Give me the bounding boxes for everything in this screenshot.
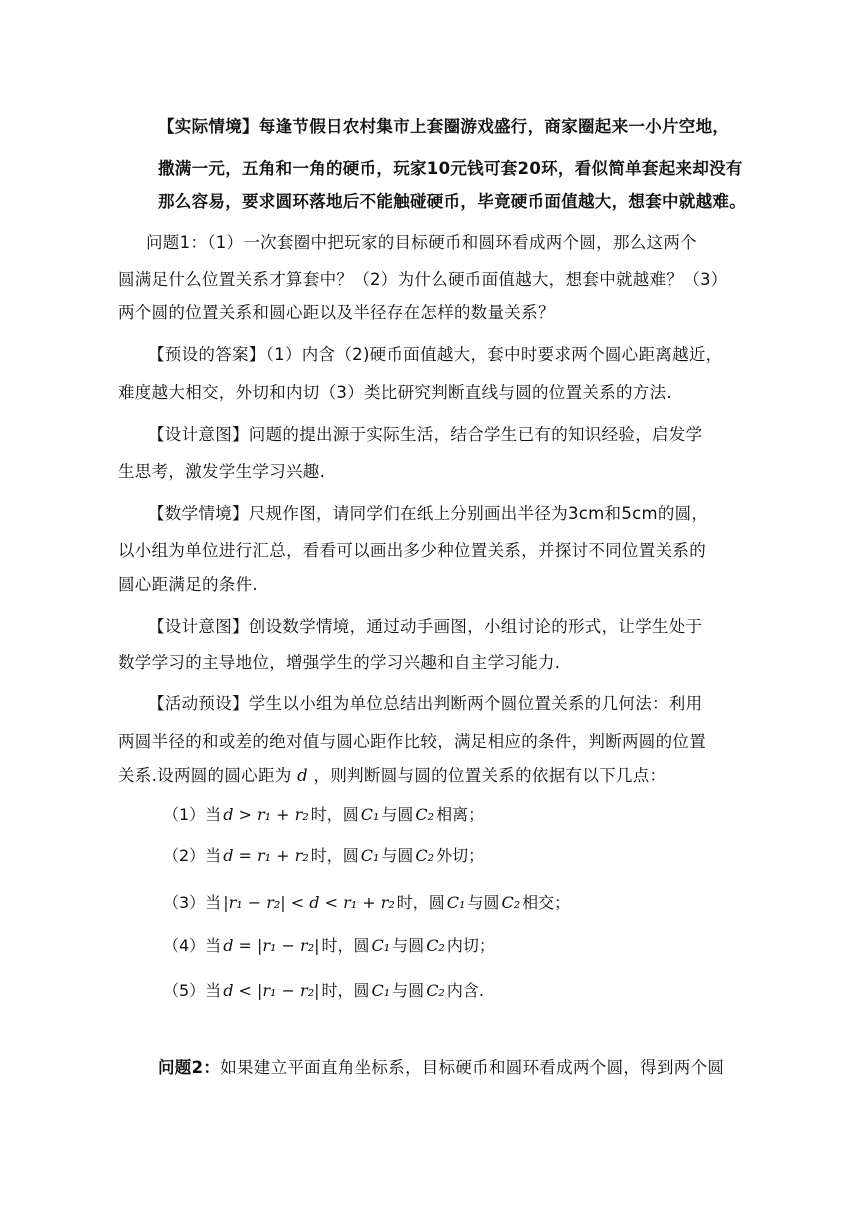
condition-number: （4）当 bbox=[163, 936, 222, 955]
text-segment: 如果建立平面直角坐标系，目标硬币和圆环看成两个圆，得到两个圆 bbox=[220, 1058, 725, 1077]
text-segment: 与圆 bbox=[392, 936, 425, 955]
text-line: 圆满足什么位置关系才算套中？（2）为什么硬币面值越大，想套中就越难？（3） bbox=[118, 270, 728, 289]
circle-c2-label: C₂ bbox=[501, 893, 521, 912]
text-line: 两圆半径的和或差的绝对值与圆心距作比较，满足相应的条件，判断两圆的位置 bbox=[118, 732, 706, 751]
circle-c1-label: C₁ bbox=[371, 936, 391, 955]
condition-item bbox=[163, 805, 484, 825]
text-segment: ，则判断圆与圆的位置关系的依据有以下几点： bbox=[313, 766, 667, 785]
condition-expression: d < |r₁ − r₂| bbox=[223, 981, 320, 1000]
text-line: 生思考，激发学生学习兴趣. bbox=[118, 462, 326, 481]
text-line: 圆心距满足的条件. bbox=[118, 575, 258, 594]
text-segment: 与圆 bbox=[381, 846, 414, 865]
text-segment: 时，圆 bbox=[321, 981, 370, 1000]
condition-expression: d = |r₁ − r₂| bbox=[223, 936, 320, 955]
text-segment: 与圆 bbox=[467, 893, 500, 912]
text-segment: 关系.设两圆的圆心距为 bbox=[118, 766, 292, 785]
text-segment: 时，圆 bbox=[396, 893, 445, 912]
circle-c2-label: C₂ bbox=[415, 846, 435, 865]
circle-c2-label: C₂ bbox=[426, 936, 445, 955]
relation-label: 相交； bbox=[522, 893, 571, 912]
circle-c2-label: C₂ bbox=[415, 805, 435, 824]
text-line: 撒满一元，五角和一角的硬币，玩家10元钱可套20环，看似简单套起来却没有 bbox=[158, 159, 743, 178]
text-line: 【设计意图】创设数学情境，通过动手画图，小组讨论的形式，让学生处于 bbox=[148, 617, 703, 636]
text-line bbox=[158, 1058, 724, 1078]
text-segment: 时，圆 bbox=[321, 936, 370, 955]
text-line: 数学学习的主导地位，增强学生的学习兴趣和自主学习能力. bbox=[118, 653, 561, 672]
condition-expression: d > r₁ + r₂ bbox=[223, 805, 309, 824]
circle-c1-label: C₁ bbox=[360, 805, 380, 824]
text-segment: 时，圆 bbox=[310, 805, 359, 824]
relation-label: 内切； bbox=[446, 936, 495, 955]
condition-number: （2）当 bbox=[163, 846, 222, 865]
condition-item bbox=[163, 981, 484, 1001]
circle-c1-label: C₁ bbox=[371, 981, 391, 1000]
condition-number: （5）当 bbox=[163, 981, 222, 1000]
condition-item bbox=[163, 846, 484, 866]
text-segment: 时，圆 bbox=[310, 846, 359, 865]
text-line: 【活动预设】学生以小组为单位总结出判断两个圆位置关系的几何法：利用 bbox=[148, 694, 703, 713]
text-segment: 与圆 bbox=[392, 981, 425, 1000]
text-line: 那么容易，要求圆环落地后不能触碰硬币，毕竟硬币面值越大，想套中就越难。 bbox=[158, 192, 746, 211]
text-line: 【设计意图】问题的提出源于实际生活，结合学生已有的知识经验，启发学 bbox=[148, 425, 703, 444]
text-line: 【实际情境】每逢节假日农村集市上套圈游戏盛行，商家圈起来一小片空地， bbox=[158, 117, 730, 136]
condition-item bbox=[163, 893, 570, 913]
text-line: 【数学情境】尺规作图，请同学们在纸上分别画出半径为3cm和5cm的圆， bbox=[148, 504, 709, 523]
circle-c1-label: C₁ bbox=[360, 846, 380, 865]
condition-expression: d = r₁ + r₂ bbox=[223, 846, 309, 865]
math-variable-d: d bbox=[297, 766, 308, 785]
relation-label: 内含. bbox=[446, 981, 484, 1000]
text-line: 以小组为单位进行汇总，看看可以画出多少种位置关系，并探讨不同位置关系的 bbox=[118, 541, 706, 560]
text-segment: 与圆 bbox=[381, 805, 414, 824]
condition-expression: |r₁ − r₂| < d < r₁ + r₂ bbox=[223, 893, 395, 912]
condition-number: （1）当 bbox=[163, 805, 222, 824]
text-line: 问题1：（1）一次套圈中把玩家的目标硬币和圆环看成两个圆，那么这两个 bbox=[146, 233, 697, 252]
text-line: 两个圆的位置关系和圆心距以及半径存在怎样的数量关系？ bbox=[118, 303, 555, 322]
condition-item bbox=[163, 936, 495, 956]
condition-number: （3）当 bbox=[163, 893, 222, 912]
text-line: 【预设的答案】（1）内含（2)硬币面值越大，套中时要求两个圆心距离越近， bbox=[148, 345, 723, 364]
relation-label: 相离； bbox=[436, 805, 485, 824]
circle-c2-label: C₂ bbox=[426, 981, 445, 1000]
text-line bbox=[118, 766, 666, 786]
text-line: 难度越大相交，外切和内切（3）类比研究判断直线与圆的位置关系的方法. bbox=[118, 383, 672, 402]
question-label: 问题2： bbox=[158, 1058, 221, 1077]
circle-c1-label: C₁ bbox=[446, 893, 466, 912]
relation-label: 外切； bbox=[436, 846, 485, 865]
